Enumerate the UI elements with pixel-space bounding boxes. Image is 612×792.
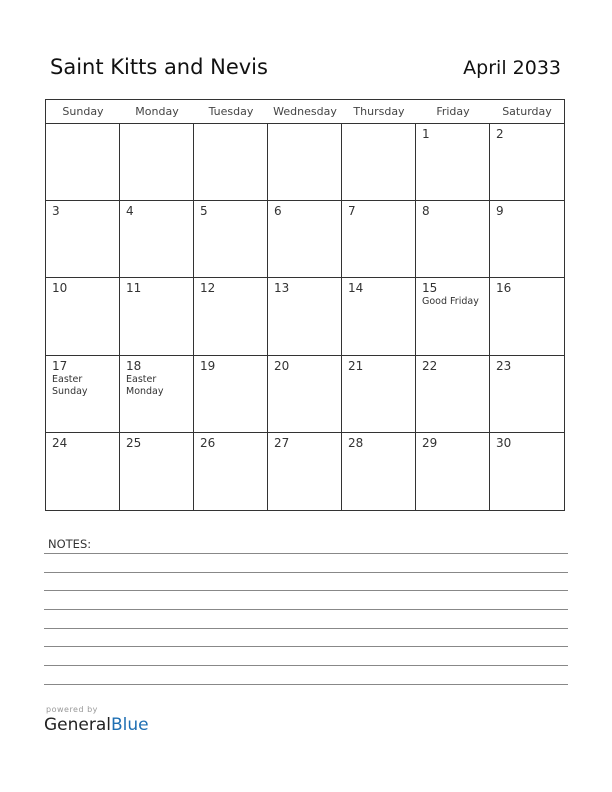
day-cell — [46, 124, 120, 201]
day-cell — [194, 201, 268, 278]
day-cell — [268, 201, 342, 278]
day-number: 16 — [496, 281, 512, 296]
day-cell — [120, 433, 194, 510]
day-number: 18 — [126, 358, 142, 373]
day-number: 8 — [422, 204, 430, 219]
day-number: 30 — [496, 435, 512, 450]
weekday-saturday: Saturday — [502, 105, 552, 118]
day-cell — [194, 278, 268, 355]
weekday-thursday: Thursday — [353, 105, 405, 118]
day-number: 9 — [496, 204, 504, 219]
day-cell — [490, 124, 564, 201]
weekday-header-row — [46, 100, 564, 124]
weekday-wednesday: Wednesday — [273, 105, 337, 118]
weekday-tuesday: Tuesday — [208, 105, 254, 118]
day-cell — [120, 278, 194, 355]
notes-label: NOTES: — [48, 537, 92, 551]
day-number: 17 — [52, 358, 68, 373]
day-number: 12 — [200, 281, 216, 296]
day-number: 29 — [422, 435, 438, 450]
brand-name-general: General — [44, 715, 111, 735]
weekday-friday: Friday — [436, 105, 470, 118]
day-cell — [268, 124, 342, 201]
day-number: 4 — [126, 204, 134, 219]
notes-line — [44, 646, 568, 647]
calendar-title: Saint Kitts and Nevis — [50, 55, 268, 79]
day-cell — [490, 201, 564, 278]
month-year-label: April 2033 — [463, 57, 561, 79]
day-cell — [342, 433, 416, 510]
day-cell — [416, 433, 490, 510]
day-number: 21 — [348, 358, 364, 373]
day-number: 26 — [200, 435, 216, 450]
day-number: 1 — [422, 127, 430, 141]
day-cell — [268, 278, 342, 355]
generalblue-logo — [44, 705, 149, 735]
holiday-label: Easter Sunday — [52, 373, 88, 397]
day-number: 6 — [274, 204, 282, 219]
day-cell — [120, 356, 194, 433]
weekday-sunday: Sunday — [62, 105, 104, 118]
brand-name — [44, 715, 149, 735]
day-cell — [194, 356, 268, 433]
day-cell — [342, 124, 416, 201]
day-cell — [268, 356, 342, 433]
notes-line — [44, 609, 568, 610]
notes-line — [44, 590, 568, 591]
day-cell — [46, 356, 120, 433]
weekday-monday: Monday — [135, 105, 179, 118]
notes-line — [44, 684, 568, 685]
day-cell — [416, 356, 490, 433]
day-number: 3 — [52, 204, 60, 219]
day-number: 19 — [200, 358, 216, 373]
day-number: 13 — [274, 281, 290, 296]
day-number: 11 — [126, 281, 142, 296]
day-cell — [342, 278, 416, 355]
day-number: 2 — [496, 127, 504, 141]
day-number: 15 — [422, 281, 438, 296]
notes-line — [44, 572, 568, 573]
brand-name-blue: Blue — [111, 715, 149, 735]
day-cell — [416, 201, 490, 278]
day-grid — [46, 124, 564, 510]
day-number: 28 — [348, 435, 364, 450]
notes-line — [44, 628, 568, 629]
notes-line — [44, 553, 568, 554]
day-number: 20 — [274, 358, 290, 373]
day-cell — [46, 278, 120, 355]
day-cell — [46, 433, 120, 510]
day-number: 10 — [52, 281, 68, 296]
day-cell — [416, 278, 490, 355]
holiday-label: Good Friday — [422, 296, 479, 308]
day-number: 24 — [52, 435, 68, 450]
day-cell — [46, 201, 120, 278]
day-cell — [120, 124, 194, 201]
day-number: 22 — [422, 358, 438, 373]
day-cell — [342, 201, 416, 278]
notes-line — [44, 665, 568, 666]
day-cell — [194, 433, 268, 510]
day-cell — [490, 356, 564, 433]
day-cell — [490, 278, 564, 355]
day-number: 5 — [200, 204, 208, 219]
day-number: 25 — [126, 435, 142, 450]
day-cell — [268, 433, 342, 510]
day-number: 7 — [348, 204, 356, 219]
day-cell — [490, 433, 564, 510]
day-number: 23 — [496, 358, 512, 373]
day-cell — [194, 124, 268, 201]
day-number: 14 — [348, 281, 364, 296]
day-cell — [120, 201, 194, 278]
month-calendar-grid — [45, 99, 565, 511]
day-number: 27 — [274, 435, 290, 450]
day-cell — [342, 356, 416, 433]
day-cell — [416, 124, 490, 201]
holiday-label: Easter Monday — [126, 373, 164, 397]
powered-by-text: powered by — [46, 705, 98, 714]
